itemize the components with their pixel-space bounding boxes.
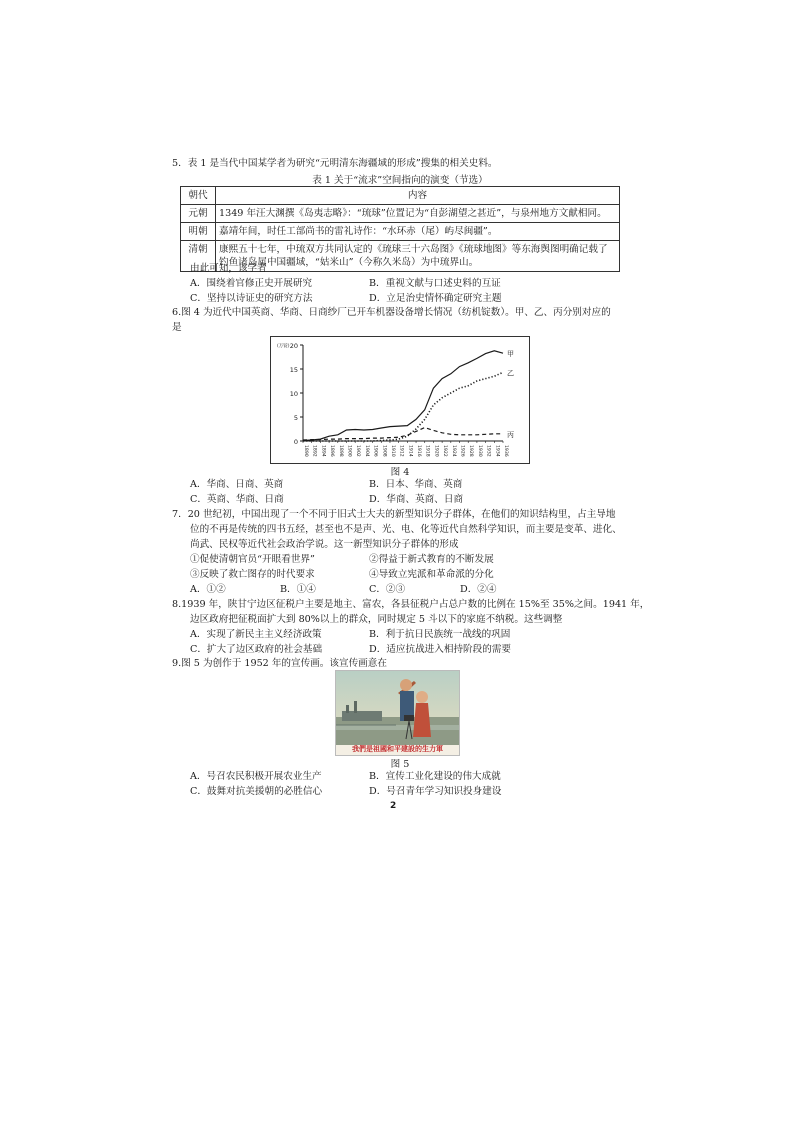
q7-stem-line: 位的不再是传统的四书五经，甚至也不是声、光、电、化等近代自然科学知识，而主要是变革、进化、 xyxy=(190,524,622,535)
y-tick-label: 10 xyxy=(289,390,298,398)
q8-option-c: C．扩大了边区政府的社会基础 xyxy=(190,644,323,655)
q5-option-d: D．立足治史情怀确定研究主题 xyxy=(369,293,502,304)
x-tick-label: 1928 xyxy=(468,445,474,457)
q7-option-a: A．①② xyxy=(190,584,226,595)
propaganda-poster xyxy=(335,670,460,756)
q7-item-2: ②得益于新式教育的不断发展 xyxy=(369,554,494,565)
x-tick-label: 1932 xyxy=(485,445,491,457)
series-line-2 xyxy=(303,372,503,441)
q9-option-d: D．号召青年学习知识投身建设 xyxy=(369,786,502,797)
x-tick-label: 1934 xyxy=(494,445,500,457)
table1-caption: 表 1 关于“流求”空间指向的演变（节选） xyxy=(312,175,488,186)
x-tick-label: 1916 xyxy=(416,445,422,457)
q8-option-a: A．实现了新民主主义经济政策 xyxy=(190,629,322,640)
q7-option-d: D．②④ xyxy=(460,584,497,595)
series-label: 丙 xyxy=(507,430,514,439)
table-cell-dynasty: 明朝 xyxy=(181,223,216,241)
q5-option-b: B．重视文献与口述史料的互证 xyxy=(369,278,501,289)
y-tick-label: 5 xyxy=(293,414,298,422)
y-axis-label: (万锭) xyxy=(277,344,290,349)
q5-option-c: C．坚持以诗证史的研究方法 xyxy=(190,293,313,304)
figure4-chart xyxy=(270,336,530,464)
x-tick-label: 1936 xyxy=(503,445,508,457)
y-tick-label: 0 xyxy=(293,438,298,446)
table-header-content: 内容 xyxy=(216,187,620,205)
q5-option-a: A．围绕着官修正史开展研究 xyxy=(190,278,313,289)
q6-stem-line: 是 xyxy=(172,322,182,333)
q7-item-1: ①促使清朝官员“开眼看世界” xyxy=(190,554,315,565)
table-header-row xyxy=(181,187,620,205)
table-cell-line: 康熙五十七年，中琉双方共同认定的《琉球三十六岛图》《琉球地图》等东海舆图明确记载了 xyxy=(219,244,608,255)
q5-follow: 由此可知，该学者 xyxy=(190,263,267,274)
chart-axes xyxy=(300,345,503,443)
q7-stem-line: 7．20 世纪初，中国出现了一个不同于旧式士大夫的新型知识分子群体，在他们的知识结构里，占主导地 xyxy=(172,509,616,520)
x-tick-label: 1908 xyxy=(381,445,387,457)
q9-stem: 9.图 5 为创作于 1952 年的宣传画。该宣传画意在 xyxy=(172,658,387,669)
q6-option-c: C．英商、华商、日商 xyxy=(190,494,284,505)
x-tick-label: 1914 xyxy=(407,445,413,457)
q7-option-c: C．②③ xyxy=(369,584,406,595)
x-tick-label: 1926 xyxy=(459,445,465,457)
x-tick-label: 1910 xyxy=(389,445,395,457)
figure4-caption: 图 4 xyxy=(390,467,410,478)
q9-option-c: C．鼓舞对抗美援朝的必胜信心 xyxy=(190,786,323,797)
q7-item-4: ④导致立宪派和革命派的分化 xyxy=(369,569,494,580)
figure5-caption: 图 5 xyxy=(390,759,410,770)
table-cell-dynasty: 清朝 xyxy=(181,241,216,272)
x-tick-label: 1924 xyxy=(450,445,456,457)
series-label: 乙 xyxy=(507,369,514,378)
table-cell-content: 嘉靖年间，时任工部尚书的雷礼诗作：“水环赤（尾）屿尽闽疆”。 xyxy=(216,223,620,241)
table-header-dynasty: 朝代 xyxy=(181,187,216,205)
x-tick-label: 1930 xyxy=(476,445,482,457)
q8-stem-line: 边区政府把征税面扩大到 80%以上的群众，同时规定 5 斗以下的家庭不纳税。这些调整 xyxy=(190,614,563,625)
table-row xyxy=(181,223,620,241)
x-tick-label: 1904 xyxy=(363,445,369,457)
table-cell-dynasty: 元朝 xyxy=(181,205,216,223)
poster-slogan: 我們是祖國和平建設的生力軍 xyxy=(352,745,443,753)
table-cell-content: 1349 年汪大渊撰《岛夷志略》：“琉球”位置记为“自彭湖望之甚近”，与泉州地方文献相同。 xyxy=(216,205,620,223)
x-tick-label: 1900 xyxy=(346,445,352,457)
x-tick-label: 1906 xyxy=(372,445,378,457)
x-tick-label: 1912 xyxy=(398,445,404,457)
poster-illustration xyxy=(336,671,459,755)
q8-option-d: D．适应抗战进入相持阶段的需要 xyxy=(369,644,512,655)
q9-option-b: B．宣传工业化建设的伟大成就 xyxy=(369,771,501,782)
chart-series xyxy=(303,351,503,441)
q6-option-d: D．华商、英商、日商 xyxy=(369,494,464,505)
x-tick-label: 1894 xyxy=(320,445,326,457)
x-tick-label: 1920 xyxy=(433,445,439,457)
page-number: 2 xyxy=(390,801,397,811)
y-tick-label: 20 xyxy=(289,342,298,350)
q7-item-3: ③反映了救亡图存的时代要求 xyxy=(190,569,315,580)
q6-option-a: A．华商、日商、英商 xyxy=(190,479,284,490)
series-line-1 xyxy=(303,351,503,441)
y-tick-label: 15 xyxy=(289,366,298,374)
q5-stem: 5．表 1 是当代中国某学者为研究“元明清东海疆域的形成”搜集的相关史料。 xyxy=(172,158,498,169)
x-tick-label: 1896 xyxy=(329,445,335,457)
q9-option-a: A．号召农民积极开展农业生产 xyxy=(190,771,322,782)
table-cell-line: 钓鱼诸岛属中国疆域，“姑米山”（今称久米岛）为中琉界山。 xyxy=(219,257,479,268)
table-cell-content xyxy=(216,241,620,272)
q6-option-b: B．日本、华商、英商 xyxy=(369,479,463,490)
series-label: 甲 xyxy=(507,350,514,359)
q8-stem-line: 8.1939 年，陕甘宁边区征税户主要是地主、富农，各县征税户占总户数的比例在 15%至 35%之间。1941 年， xyxy=(172,599,650,610)
x-tick-label: 1890 xyxy=(303,445,308,457)
x-tick-label: 1892 xyxy=(311,445,317,457)
q7-option-b: B．①④ xyxy=(280,584,316,595)
q8-option-b: B．利于抗日民族统一战线的巩固 xyxy=(369,629,511,640)
q6-stem-line: 6.图 4 为近代中国英商、华商、日商纱厂已开车机器设备增长情况（纺机锭数）。甲、乙、丙分别对应的 xyxy=(172,307,611,318)
history-table xyxy=(180,186,620,272)
x-tick-label: 1898 xyxy=(337,445,343,457)
line-chart xyxy=(271,337,529,463)
x-tick-label: 1918 xyxy=(424,445,430,457)
x-tick-label: 1922 xyxy=(442,445,448,457)
q7-stem-line: 尚武、民权等近代社会政治学说。这一新型知识分子群体的形成 xyxy=(190,539,459,550)
table-row xyxy=(181,205,620,223)
x-tick-label: 1902 xyxy=(355,445,361,457)
